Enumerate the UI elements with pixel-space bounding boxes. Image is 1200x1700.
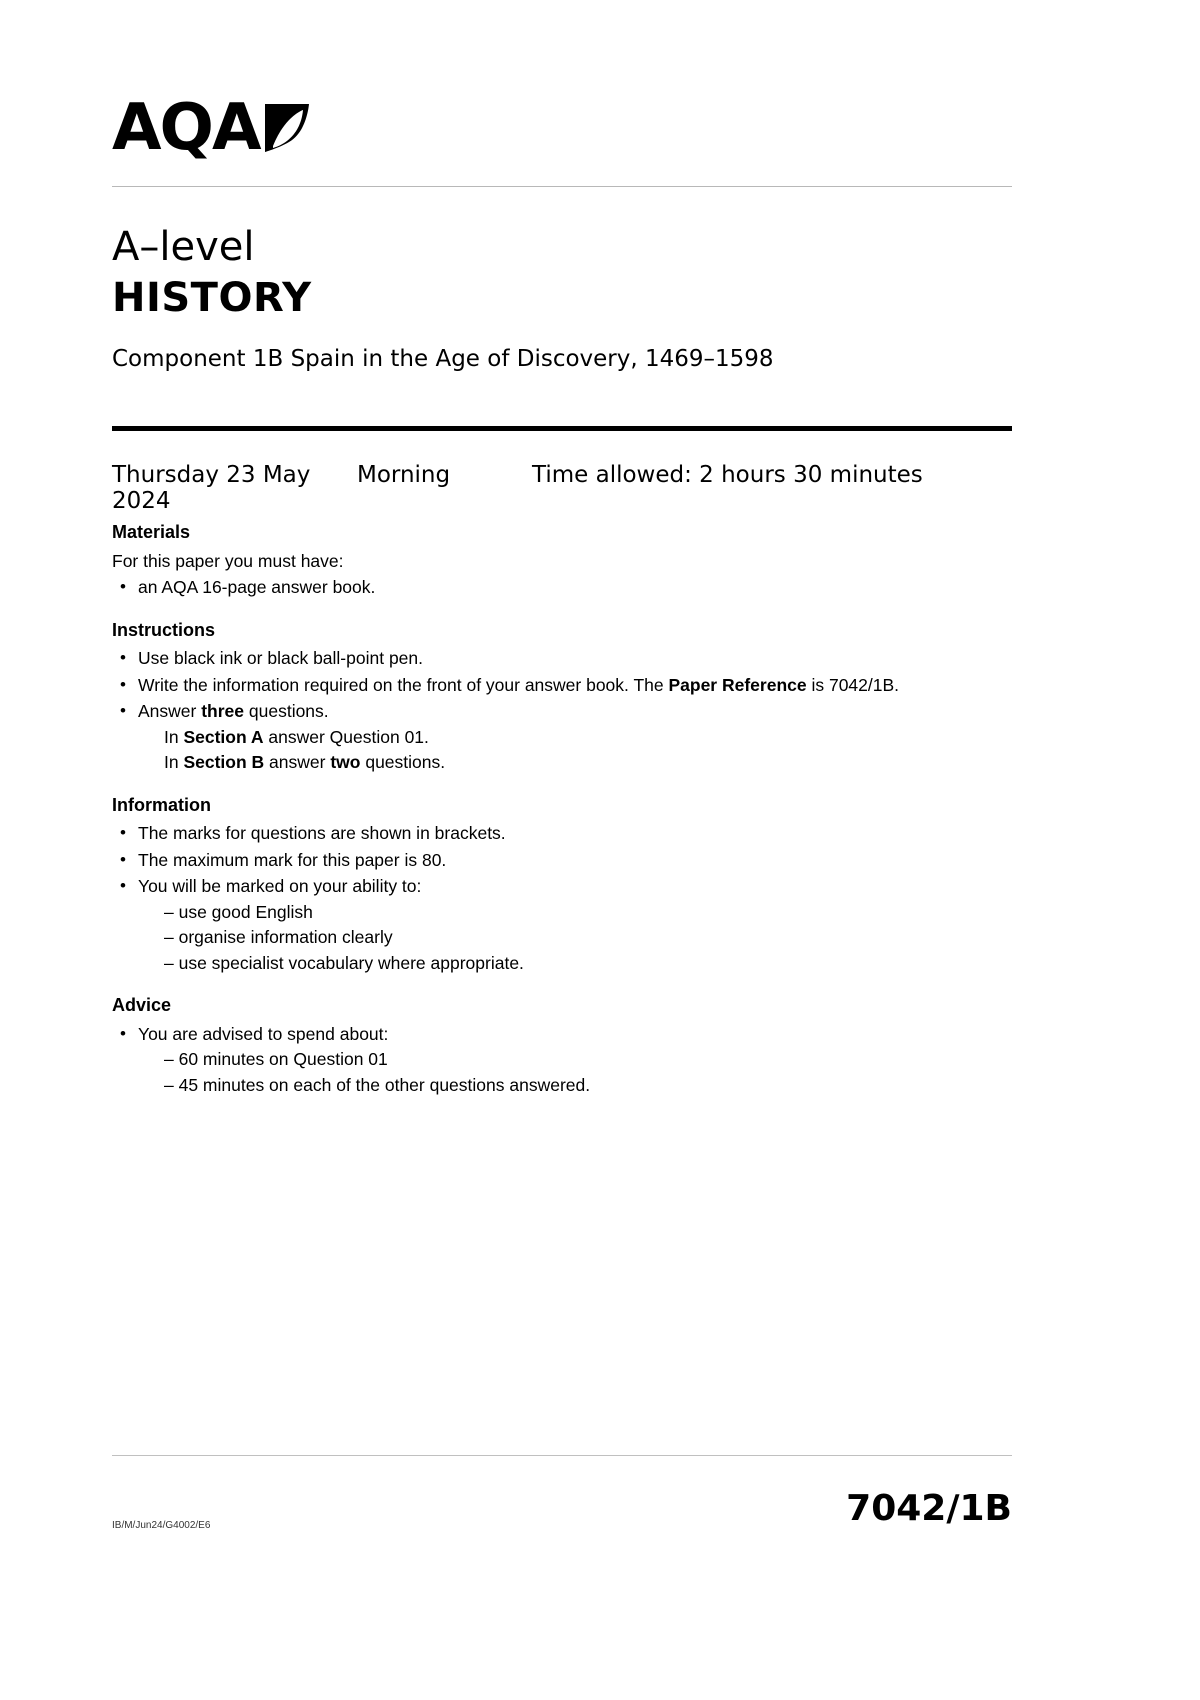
instructions-heading: Instructions <box>112 619 216 640</box>
sub-text-b: answer <box>264 752 331 772</box>
section-a-instruction <box>138 725 1012 751</box>
materials-intro: For this paper you must have: <box>112 550 344 571</box>
exam-session: Morning <box>357 462 451 488</box>
instruction-text-a: Answer <box>138 701 202 721</box>
instructions-list <box>112 646 1012 776</box>
instruction-text-b: is 7042/1B. <box>806 674 900 695</box>
advice-item-1: You are advised to spend about: <box>138 1023 389 1044</box>
section-a-label: Section A <box>183 726 264 747</box>
sub-text-a: In <box>164 752 184 772</box>
sub-text-c: questions. <box>360 752 446 772</box>
sub-text-a: In <box>164 726 184 747</box>
exam-details <box>112 462 1012 514</box>
exam-date: Thursday 23 May 2024 <box>112 462 311 514</box>
information-item-3: You will be marked on your ability to: <box>138 876 422 896</box>
header-divider <box>112 186 1012 187</box>
information-heading: Information <box>112 794 211 815</box>
materials-heading: Materials <box>112 522 191 542</box>
list-item: • The marks for questions are shown in brackets. <box>112 821 1012 847</box>
instruction-text-a: Write the information required on the front of your answer book. The <box>138 674 669 695</box>
list-item: • Use black ink or black ball-point pen. <box>112 646 1012 672</box>
list-item <box>112 673 1012 699</box>
subject-title: HISTORY <box>112 275 312 321</box>
answer-count: three <box>201 701 245 721</box>
instructions-section <box>112 618 1012 776</box>
advice-list <box>112 1022 1012 1099</box>
sub-text-b: answer Question 01. <box>263 726 429 747</box>
advice-heading: Advice <box>112 995 172 1015</box>
leaf-icon <box>263 102 311 154</box>
list-item <box>112 699 1012 776</box>
exam-time-allowed: Time allowed: 2 hours 30 minutes <box>532 462 923 488</box>
list-item <box>112 1022 1012 1099</box>
instruction-text-b: questions. <box>244 701 329 721</box>
list-item: • The maximum mark for this paper is 80. <box>112 848 1012 874</box>
information-list <box>112 821 1012 976</box>
information-section <box>112 793 1012 977</box>
advice-section <box>112 993 1012 1098</box>
section-b-count: two <box>330 752 361 772</box>
list-item <box>112 874 1012 976</box>
advice-timing: – 45 minutes on each of the other questions answered. <box>164 1074 591 1095</box>
title-divider <box>112 426 1012 431</box>
paper-reference-label: Paper Reference <box>668 674 807 695</box>
aqa-logo <box>112 80 311 165</box>
paper-instructions <box>112 520 1012 1115</box>
component-title: Component 1B Spain in the Age of Discovery, 1469–1598 <box>112 346 774 372</box>
section-b-label: Section B <box>183 752 265 772</box>
section-b-instruction <box>138 750 1012 776</box>
marking-criterion: – organise information clearly <box>164 927 393 947</box>
list-item: • an AQA 16-page answer book. <box>112 575 1012 601</box>
document-code: IB/M/Jun24/G4002/E6 <box>112 1520 211 1531</box>
advice-timing: – 60 minutes on Question 01 <box>164 1049 388 1069</box>
qualification-level: A–level <box>112 224 255 270</box>
marking-criterion: – use specialist vocabulary where appropriate. <box>164 952 524 973</box>
footer-divider <box>112 1455 1012 1456</box>
paper-title-block <box>112 222 1012 374</box>
marking-criterion: – use good English <box>164 901 313 922</box>
paper-reference-code: 7042/1B <box>846 1488 1012 1529</box>
materials-list <box>112 575 1012 601</box>
aqa-logo-text: AQA <box>112 91 260 165</box>
materials-section <box>112 520 1012 601</box>
